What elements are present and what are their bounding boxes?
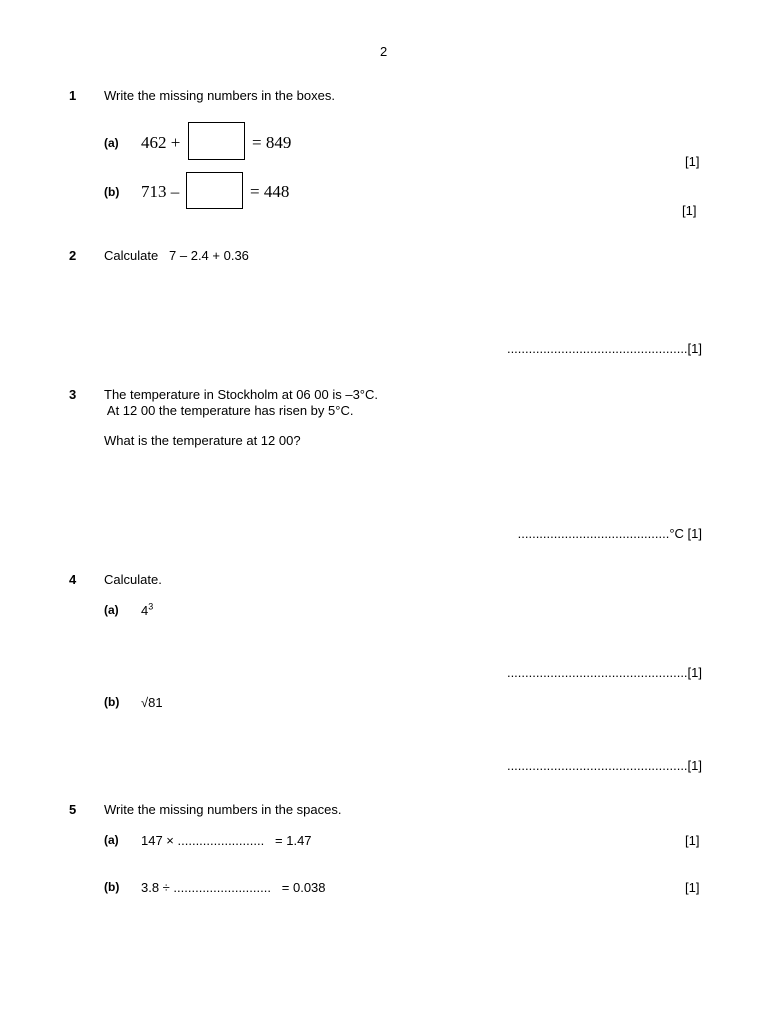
question-5a-expression[interactable]: 147 × ........................ = 1.47 (141, 833, 312, 848)
question-3-number: 3 (69, 387, 77, 402)
question-1b-marks: [1] (682, 203, 697, 218)
question-5-number: 5 (69, 802, 77, 817)
question-1a-answer-box[interactable] (188, 122, 245, 160)
question-1-number: 1 (69, 88, 77, 103)
question-5a-marks: [1] (685, 833, 700, 848)
question-5a-label: (a) (104, 833, 119, 847)
question-4a-exponent: 3 (148, 601, 154, 612)
question-5b-expression[interactable]: 3.8 ÷ ........................... = 0.038 (141, 880, 326, 895)
question-1-text: Write the missing numbers in the boxes. (104, 88, 335, 103)
question-4b-label: (b) (104, 695, 120, 709)
question-2-text: Calculate 7 – 2.4 + 0.36 (104, 248, 249, 263)
question-4a-base: 4 (141, 603, 149, 618)
question-5b-label: (b) (104, 880, 120, 894)
question-3-question: What is the temperature at 12 00? (104, 433, 301, 448)
question-3-line-1: The temperature in Stockholm at 06 00 is –3°C. (104, 387, 379, 402)
question-1a-marks: [1] (685, 154, 700, 169)
question-4a-expression (141, 603, 153, 618)
question-4-text: Calculate. (104, 572, 162, 587)
question-2-number: 2 (69, 248, 77, 263)
question-1b-rhs: = 448 (250, 182, 290, 201)
question-1a-label: (a) (104, 136, 119, 150)
question-4-number: 4 (69, 572, 77, 587)
page-number: 2 (380, 44, 388, 59)
question-5-text: Write the missing numbers in the spaces. (104, 802, 342, 817)
question-4b-answer-line[interactable]: ..................................................[1] (506, 758, 702, 773)
question-1a-lhs: 462 + (141, 133, 181, 152)
question-4a-answer-line[interactable]: ..................................................[1] (506, 665, 702, 680)
question-3-line-2: At 12 00 the temperature has risen by 5°C. (104, 403, 354, 418)
question-1b-label: (b) (104, 185, 120, 199)
question-2-answer-line[interactable]: ..................................................[1] (506, 341, 702, 356)
question-4a-label: (a) (104, 603, 119, 617)
question-3-answer-line[interactable]: ..........................................°C [1] (517, 526, 702, 541)
question-4b-expression: √81 (141, 695, 163, 710)
question-5b-marks: [1] (685, 880, 700, 895)
question-1b-answer-box[interactable] (186, 172, 243, 209)
question-1b-lhs: 713 – (141, 182, 180, 201)
question-1a-rhs: = 849 (252, 133, 292, 152)
